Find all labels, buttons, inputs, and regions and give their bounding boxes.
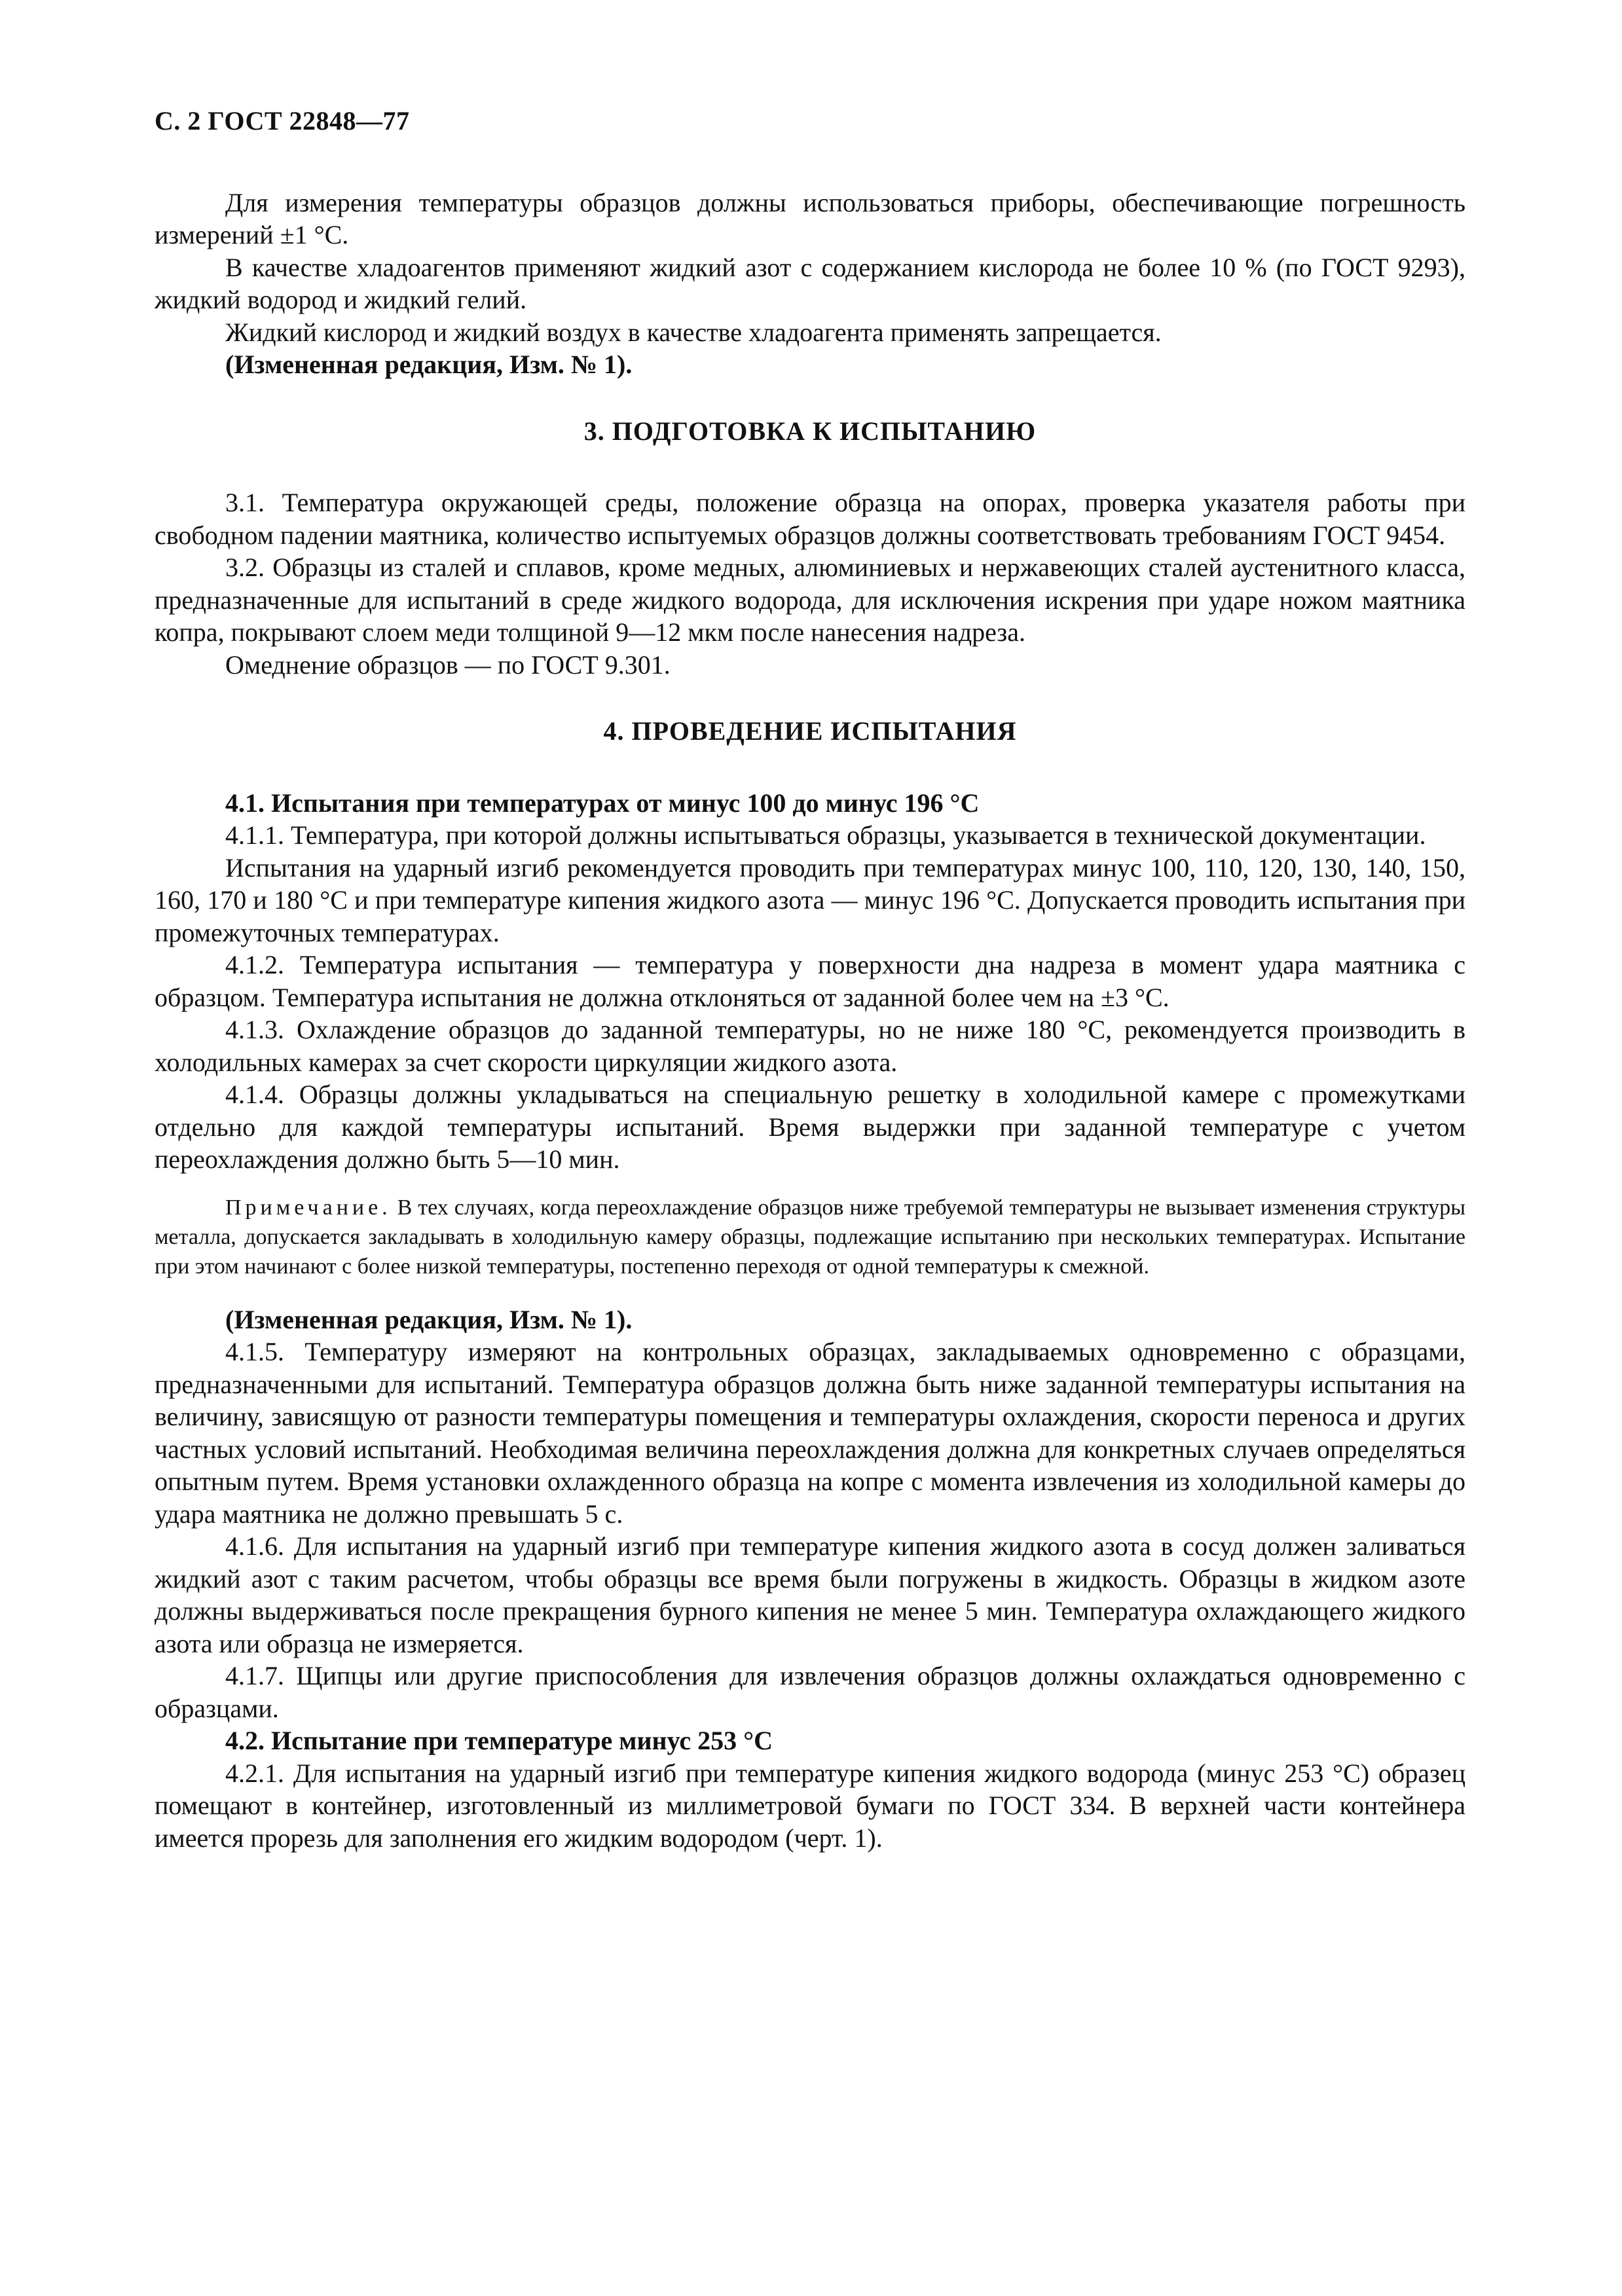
page-header: С. 2 ГОСТ 22848—77 [155,106,410,136]
paragraph-measurement-accuracy: Для измерения температуры образцов должны использоваться приборы, обеспечивающие погрешность измерений ±1 °С. [155,187,1465,249]
paragraph-3-1: 3.1. Температура окружающей среды, положение образца на опорах, проверка указателя работы при свободном падении маятника, количество испытуемых образцов должны соответствовать требованиям ГОСТ 9454. [155,488,1465,550]
subsection-4-1-title: 4.1. Испытания при температурах от минус 100 до минус 196 °С [225,788,980,818]
note-text: В тех случаях, когда переохлаждение образцов ниже требуемой температуры не вызывает изменения структуры металла, допускается закладывать в холодильную камеру образцы, подлежащие испытанию при нескольких температурах. Испытание при этом начинают с более низкой температуры, постепенно переходя от одной температуры к смежной. [155,1195,1465,1279]
section-3-title: 3. ПОДГОТОВКА К ИСПЫТАНИЮ [583,416,1037,446]
paragraph-3-2: 3.2. Образцы из сталей и сплавов, кроме медных, алюминиевых и нержавеющих сталей аустенитного класса, предназначенные для испытаний в среде жидкого водорода, для исключения искрения при ударе ножом маятника копра, покрывают слоем меди толщиной 9—12 мкм после нанесения надреза. [155,553,1465,647]
subsection-4-2-title: 4.2. Испытание при температуре минус 253 °С [225,1726,773,1755]
amendment-note-2: (Измененная редакция, Изм. № 1). [225,1304,633,1334]
document-page [155,105,1465,1854]
paragraph-coolants: В качестве хладоагентов применяют жидкий азот с содержанием кислорода не более 10 % (по ГОСТ 9293), жидкий водород и жидкий гелий. [155,252,1465,314]
note-block [155,1193,1465,1281]
paragraph-4-2-1: 4.2.1. Для испытания на ударный изгиб при температуре кипения жидкого водорода (минус 253 °С) образец помещают в контейнер, изготовленный из миллиметровой бумаги по ГОСТ 334. В верхней части контейнера имеется прорезь для заполнения его жидким водородом (черт. 1). [155,1758,1465,1853]
paragraph-4-1-5: 4.1.5. Температуру измеряют на контрольных образцах, закладываемых одновременно с образцами, предназначенными для испытаний. Температура образцов должна быть ниже заданной температуры испытания на величину, зависящую от разности температуры помещения и температуры охлаждения, скорости переноса и других частных условий испытаний. Необходимая величина переохлаждения должна для конкретных случаев определяться опытным путем. Время установки охлажденного образца на копре с момента извлечения из холодильной камеры до удара маятника не должно превышать 5 с. [155,1337,1465,1529]
paragraph-4-1-3: 4.1.3. Охлаждение образцов до заданной температуры, но не ниже 180 °С, рекомендуется производить в холодильных камерах за счет скорости циркуляции жидкого азота. [155,1015,1465,1077]
paragraph-4-1-4: 4.1.4. Образцы должны укладываться на специальную решетку в холодильной камере с промежутками отдельно для каждой температуры испытаний. Время выдержки при заданной температуре с учетом переохлаждения должно быть 5—10 мин. [155,1080,1465,1174]
paragraph-4-1-1: 4.1.1. Температура, при которой должны испытываться образцы, указывается в технической документации. [225,820,1426,850]
amendment-note: (Измененная редакция, Изм. № 1). [225,350,633,379]
paragraph-coolant-prohibition: Жидкий кислород и жидкий воздух в качестве хладоагента применять запрещается. [225,317,1162,347]
note-label: Примечание. [225,1195,392,1220]
paragraph-4-1-6: 4.1.6. Для испытания на ударный изгиб при температуре кипения жидкого азота в сосуд должен заливаться жидкий азот с таким расчетом, чтобы образцы все время были погружены в жидкость. Образцы в жидком азоте должны выдерживаться после прекращения бурного кипения не менее 5 мин. Температура охлаждающего жидкого азота или образца не измеряется. [155,1531,1465,1658]
paragraph-4-1-7: 4.1.7. Щипцы или другие приспособления для извлечения образцов должны охлаждаться одновременно с образцами. [155,1661,1465,1723]
paragraph-4-1-1-temperatures: Испытания на ударный изгиб рекомендуется проводить при температурах минус 100, 110, 120, 130, 140, 150, 160, 170 и 180 °С и при температуре кипения жидкого азота — минус 196 °С. Допускается проводить испытания при промежуточных температурах. [155,852,1465,947]
paragraph-3-2-copper: Омеднение образцов — по ГОСТ 9.301. [225,649,671,680]
paragraph-4-1-2: 4.1.2. Температура испытания — температура у поверхности дна надреза в момент удара маятника с образцом. Температура испытания не должна отклоняться от заданной более чем на ±3 °С. [155,950,1465,1012]
section-4-title: 4. ПРОВЕДЕНИЕ ИСПЫТАНИЯ [603,716,1017,746]
